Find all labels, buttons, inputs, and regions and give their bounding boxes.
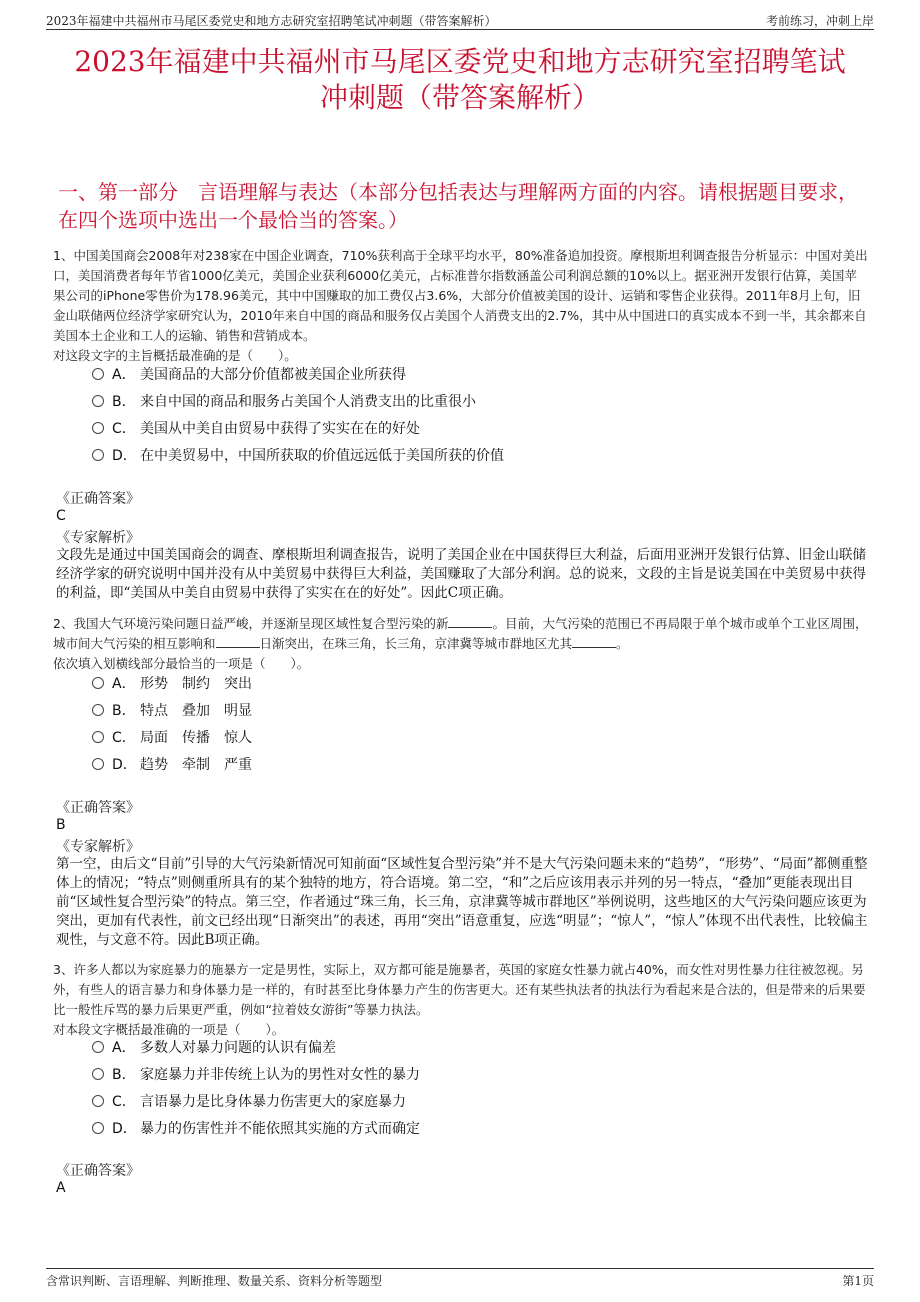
page-title [46, 44, 874, 116]
question-2-prompt: 依次填入划横线部分最恰当的一项是（ ）。 [53, 656, 310, 671]
radio-icon[interactable] [92, 395, 104, 407]
title-line-1: 2023年福建中共福州市马尾区委党史和地方志研究室招聘笔试 [74, 45, 846, 78]
option-1a[interactable]: A． 美国商品的大部分价值都被美国企业所获得 [92, 362, 504, 389]
question-2-text: 2、我国大气环境污染问题日益严峻，并逐渐呈现区域性复合型污染的新 。目前，大气污染的范围已不再局限于单个城市或单个工业区周围，城市间大气污染的相互影响和 日渐突出，在珠三角，长三角，京津冀等城市群地区尤其 。 [53, 616, 868, 651]
radio-icon[interactable] [92, 1068, 104, 1080]
option-3c[interactable]: C． 言语暴力是比身体暴力伤害更大的家庭暴力 [92, 1089, 420, 1116]
footer-note: 含常识判断、言语理解、判断推理、数量关系、资料分析等题型 [46, 1274, 383, 1288]
question-1-text: 1、中国美国商会2008年对238家在中国企业调查，710%获利高于全球平均水平，80%准备追加投资。摩根斯坦利调查报告分析显示：中国对美出口，美国消费者每年节省1000亿美元，美国企业获利6000亿美元，占标准普尔指数涵盖公司利润总额的10%以上。据亚洲开发银行估算，美国苹果公司的iPhone零售价为178.96美元，其中中国赚取的加工费仅占3.6%，大部分价值被美国的设计、运销和零售企业获得。2011年8月上旬，旧金山联储两位经济学家研究认为，2010年来自中国的商品和服务仅占美国个人消费支出的2.7%，其中从中国进口的真实成本不到一半，其余都来自美国本土企业和工人的运输、销售和营销成本。 [53, 248, 868, 343]
question-3-text: 3、许多人都以为家庭暴力的施暴方一定是男性，实际上，双方都可能是施暴者，英国的家庭女性暴力就占40%，而女性对男性暴力往往被忽视。另外，有些人的语言暴力和身体暴力是一样的，有时甚至比身体暴力产生的伤害更大。还有某些执法者的执法行为看起来是合法的，但是带来的后果要比一般性斥骂的暴力后果更严重，例如“拉着妓女游街”等暴力执法。 [53, 962, 866, 1017]
question-1-stem [53, 246, 868, 366]
analysis-text-1: 文段先是通过中国美国商会的调查、摩根斯坦利调查报告，说明了美国企业在中国获得巨大利益，后面用亚洲开发银行估算、旧金山联储经济学家的研究说明中国并没有从中美贸易中获得巨大利益，美国赚取了大部分利润。总的说来，文段的主旨是说美国在中美贸易中获得的利益，即“美国从中美自由贸易中获得了实实在在的好处”。因此C项正确。 [56, 547, 866, 601]
radio-icon[interactable] [92, 1041, 104, 1053]
answer-label-1: 《正确答案》 [56, 491, 140, 507]
question-1-options [92, 362, 504, 470]
option-1b[interactable]: B． 来自中国的商品和服务占美国个人消费支出的比重很小 [92, 389, 504, 416]
question-2-stem [53, 614, 868, 674]
title-line-2: 冲刺题（带答案解析） [319, 81, 600, 114]
answer-value-2: B [56, 817, 66, 833]
answer-value-1: C [56, 508, 66, 524]
page-header [46, 10, 874, 30]
question-3-options [92, 1035, 420, 1143]
radio-icon[interactable] [92, 758, 104, 770]
answer-value-3: A [56, 1180, 66, 1196]
header-slogan: 考前练习，冲刺上岸 [765, 14, 874, 28]
option-1c[interactable]: C． 美国从中美自由贸易中获得了实实在在的好处 [92, 416, 504, 443]
analysis-label-2: 《专家解析》 [56, 839, 140, 855]
question-2-options [92, 671, 252, 779]
option-2b[interactable]: B． 特点 叠加 明显 [92, 698, 252, 725]
radio-icon[interactable] [92, 1122, 104, 1134]
radio-icon[interactable] [92, 368, 104, 380]
answer-label-2: 《正确答案》 [56, 800, 140, 816]
page-number: 第1页 [842, 1274, 874, 1288]
section-heading: 一、第一部分 言语理解与表达（本部分包括表达与理解两方面的内容。请根据题目要求，在四个选项中选出一个最恰当的答案。） [58, 180, 858, 232]
radio-icon[interactable] [92, 677, 104, 689]
answer-label-3: 《正确答案》 [56, 1163, 140, 1179]
radio-icon[interactable] [92, 1095, 104, 1107]
blank-3 [572, 635, 616, 648]
question-3-stem [53, 960, 868, 1040]
option-2a[interactable]: A． 形势 制约 突出 [92, 671, 252, 698]
option-3a[interactable]: A． 多数人对暴力问题的认识有偏差 [92, 1035, 420, 1062]
option-3b[interactable]: B． 家庭暴力并非传统上认为的男性对女性的暴力 [92, 1062, 420, 1089]
analysis-label-1: 《专家解析》 [56, 530, 140, 546]
question-1-prompt: 对这段文字的主旨概括最准确的是（ ）。 [53, 348, 297, 363]
radio-icon[interactable] [92, 422, 104, 434]
question-3-prompt: 对本段文字概括最准确的一项是（ ）。 [53, 1022, 285, 1037]
option-1d[interactable]: D． 在中美贸易中，中国所获取的价值远远低于美国所获的价值 [92, 443, 504, 470]
option-3d[interactable]: D． 暴力的伤害性并不能依照其实施的方式而确定 [92, 1116, 420, 1143]
blank-1 [448, 615, 492, 628]
radio-icon[interactable] [92, 704, 104, 716]
analysis-text-2: 第一空，由后文“目前”引导的大气污染新情况可知前面“区域性复合型污染”并不是大气污染问题未来的“趋势”，“形势”、“局面”都侧重整体上的情况；“特点”则侧重所具有的某个独特的地方，符合语境。第二空，“和”之后应该用表示并列的另一特点，“叠加”更能表现出目前“区域性复合型污染”的特点。第三空，作者通过“珠三角，长三角，京津冀等城市群地区”举例说明，这些地区的大气污染问题应该更为突出，更加有代表性，前文已经出现“日渐突出”的表述，再用“突出”语意重复，应选“明显”；“惊人”，“惊人”体现不出代表性，比较偏主观性，与文意不符。因此B项正确。 [56, 856, 868, 948]
blank-2 [216, 635, 260, 648]
option-2c[interactable]: C． 局面 传播 惊人 [92, 725, 252, 752]
header-doc-title: 2023年福建中共福州市马尾区委党史和地方志研究室招聘笔试冲刺题（带答案解析） [46, 14, 497, 28]
option-2d[interactable]: D． 趋势 牵制 严重 [92, 752, 252, 779]
radio-icon[interactable] [92, 731, 104, 743]
footer-divider [46, 1268, 874, 1269]
radio-icon[interactable] [92, 449, 104, 461]
header-divider [46, 29, 874, 30]
